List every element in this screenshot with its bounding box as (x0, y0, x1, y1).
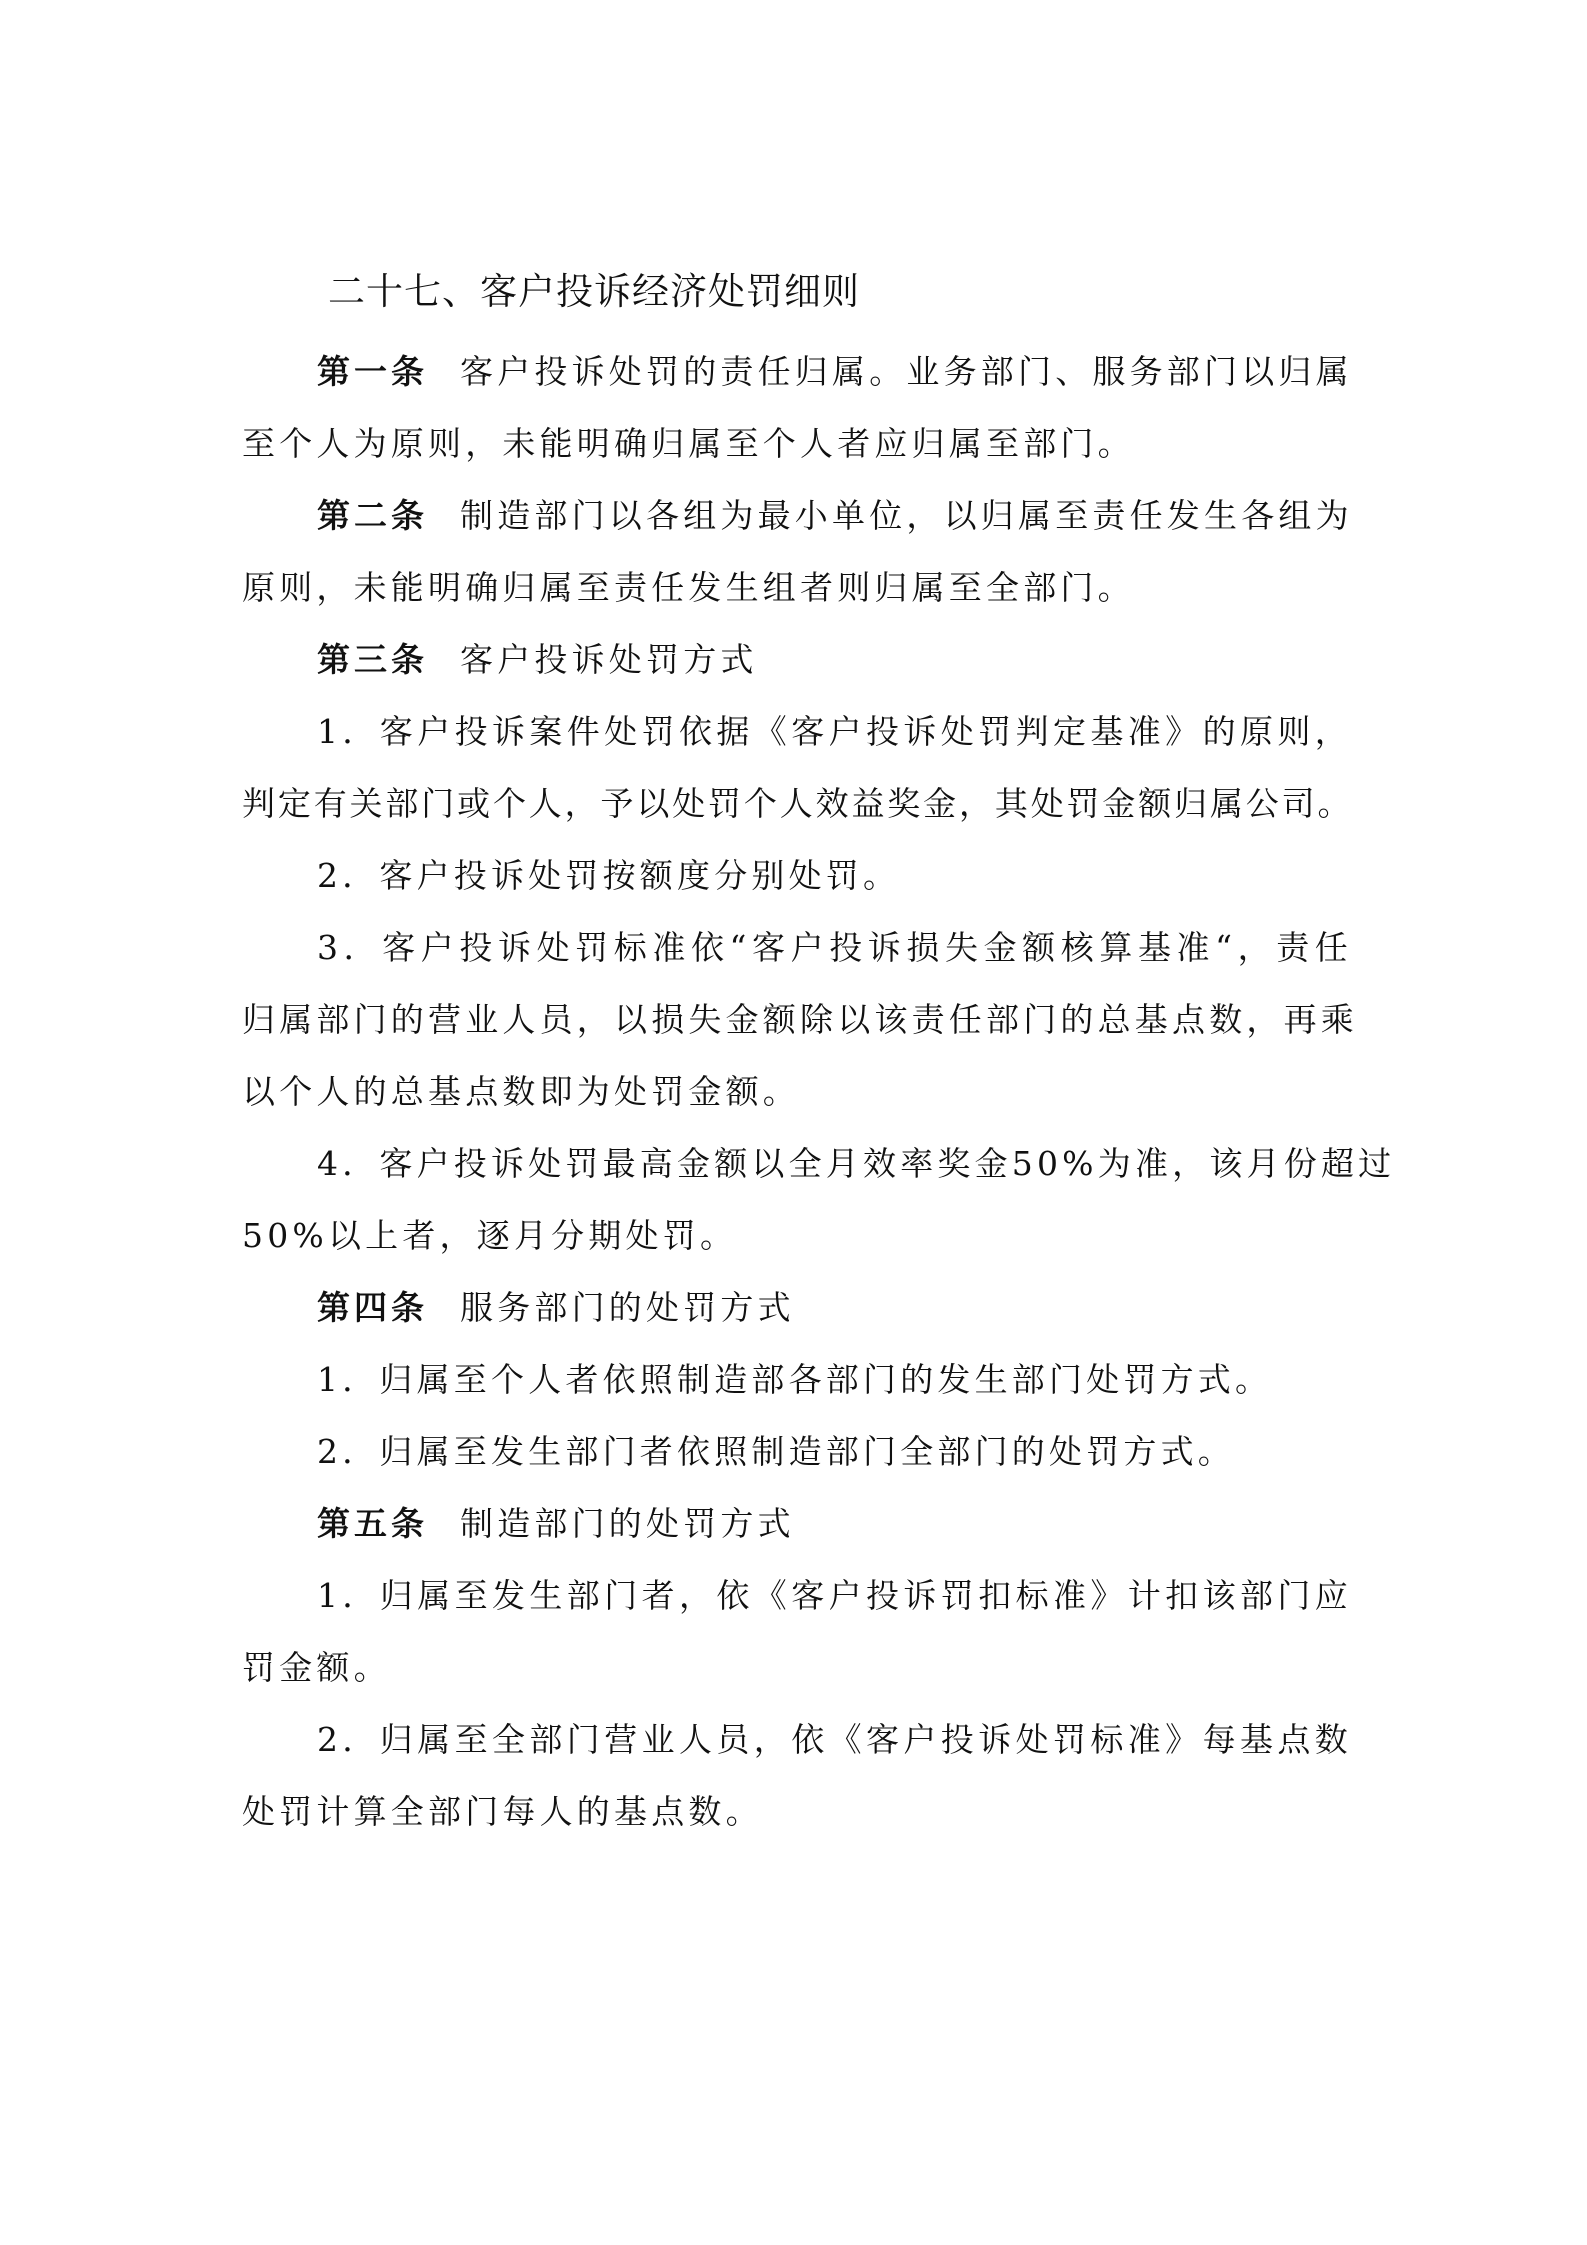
article-2-line-1 (317, 494, 1352, 538)
article-5-item-2-line-1: 2．归属至全部门营业人员，依《客户投诉处罚标准》每基点数 (317, 1720, 1352, 1759)
article-2-line-2: 原则，未能明确归属至责任发生组者则归属至全部门。 (242, 568, 1135, 607)
article-3-item-3-line-2: 归属部门的营业人员，以损失金额除以该责任部门的总基点数，再乘 (242, 1000, 1358, 1039)
article-3-item-1-line-1: 1．客户投诉案件处罚依据《客户投诉处罚判定基准》的原则， (317, 712, 1352, 751)
article-1-line-2: 至个人为原则，未能明确归属至个人者应归属至部门。 (242, 424, 1135, 463)
article-4-item-2: 2．归属至发生部门者依照制造部门全部门的处罚方式。 (317, 1432, 1235, 1471)
article-label: 第五条 (317, 1504, 428, 1543)
article-3-item-3-line-3: 以个人的总基点数即为处罚金额。 (242, 1072, 800, 1111)
article-label: 第二条 (317, 496, 428, 535)
article-3-item-4-line-1: 4．客户投诉处罚最高金额以全月效率奖金50%为准，该月份超过 (317, 1144, 1396, 1183)
article-text: 服务部门的处罚方式 (460, 1288, 795, 1327)
article-text: 制造部门的处罚方式 (460, 1504, 795, 1543)
article-text: 客户投诉处罚方式 (460, 640, 758, 679)
article-text: 客户投诉处罚的责任归属。业务部门、服务部门以归属 (460, 352, 1353, 391)
article-5-item-1-line-2: 罚金额。 (242, 1648, 391, 1687)
article-5-heading (317, 1502, 1352, 1546)
article-5-item-2-line-2: 处罚计算全部门每人的基点数。 (242, 1792, 763, 1831)
article-4-heading (317, 1286, 1352, 1330)
article-label: 第一条 (317, 352, 428, 391)
article-3-item-2: 2．客户投诉处罚按额度分别处罚。 (317, 856, 901, 895)
article-5-item-1-line-1: 1．归属至发生部门者，依《客户投诉罚扣标准》计扣该部门应 (317, 1576, 1352, 1615)
article-1-line-1 (317, 350, 1352, 394)
article-3-item-4-line-2: 50%以上者，逐月分期处罚。 (242, 1216, 738, 1255)
article-3-heading (317, 638, 1352, 682)
article-label: 第三条 (317, 640, 428, 679)
article-4-item-1: 1．归属至个人者依照制造部各部门的发生部门处罚方式。 (317, 1360, 1273, 1399)
article-text: 制造部门以各组为最小单位，以归属至责任发生各组为 (460, 496, 1353, 535)
article-label: 第四条 (317, 1288, 428, 1327)
document-title: 二十七、客户投诉经济处罚细则 (328, 270, 860, 313)
article-3-item-1-line-2: 判定有关部门或个人，予以处罚个人效益奖金，其处罚金额归属公司。 (242, 784, 1352, 823)
article-3-item-3-line-1: 3．客户投诉处罚标准依“客户投诉损失金额核算基准“，责任 (317, 928, 1352, 967)
